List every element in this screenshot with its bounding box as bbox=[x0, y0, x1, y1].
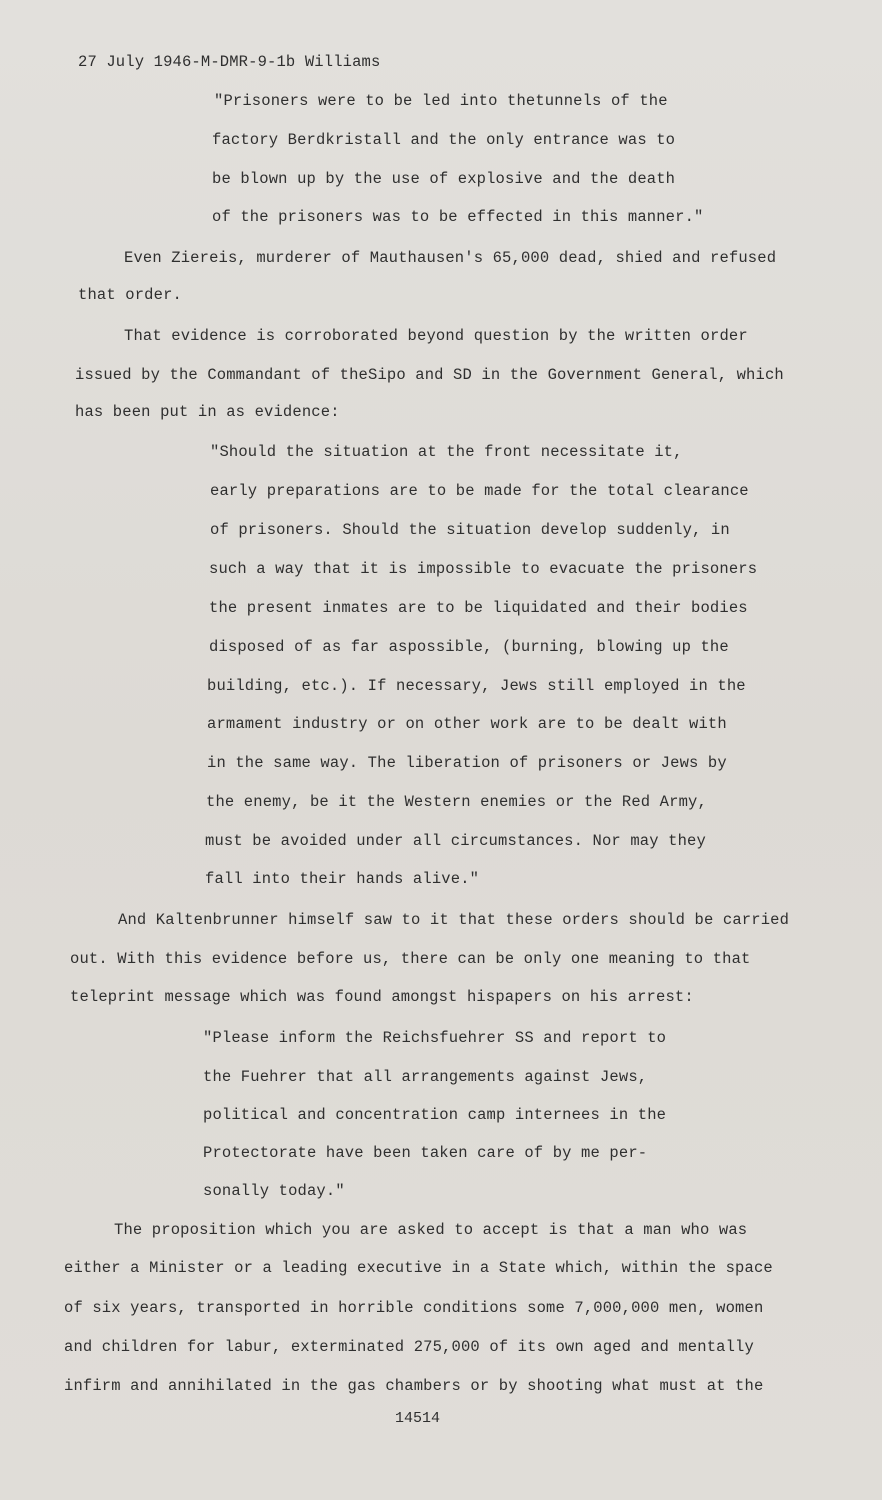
text-line: of six years, transported in horrible conditions some 7,000,000 men, women bbox=[64, 1299, 764, 1317]
text-line: in the same way. The liberation of prisoners or Jews by bbox=[207, 754, 727, 772]
text-line: be blown up by the use of explosive and the death bbox=[212, 170, 676, 188]
text-line: The proposition which you are asked to accept is that a man who was bbox=[114, 1221, 748, 1239]
text-line: issued by the Commandant of theSipo and SD in the Government General, which bbox=[75, 366, 784, 384]
text-line: such a way that it is impossible to evacuate the prisoners bbox=[209, 560, 758, 578]
text-line: early preparations are to be made for the total clearance bbox=[210, 482, 749, 500]
text-line: Protectorate have been taken care of by me per- bbox=[203, 1144, 648, 1162]
text-line: armament industry or on other work are to be dealt with bbox=[207, 715, 727, 733]
text-line: And Kaltenbrunner himself saw to it that these orders should be carried bbox=[118, 911, 790, 929]
page-number: 14514 bbox=[395, 1410, 441, 1427]
text-line: fall into their hands alive." bbox=[205, 870, 480, 888]
text-line: teleprint message which was found amongst hispapers on his arrest: bbox=[70, 988, 694, 1006]
text-line: Even Ziereis, murderer of Mauthausen's 65,000 dead, shied and refused bbox=[124, 249, 777, 267]
text-line: must be avoided under all circumstances. Nor may they bbox=[205, 832, 706, 850]
text-line: infirm and annihilated in the gas chambers or by shooting what must at the bbox=[64, 1377, 764, 1395]
text-line: out. With this evidence before us, there can be only one meaning to that bbox=[70, 950, 751, 968]
text-line: "Should the situation at the front necessitate it, bbox=[210, 443, 683, 461]
text-line: building, etc.). If necessary, Jews still employed in the bbox=[207, 677, 746, 695]
text-line: "Prisoners were to be led into thetunnels of the bbox=[214, 92, 668, 110]
text-line: That evidence is corroborated beyond question by the written order bbox=[124, 327, 748, 345]
text-line: the Fuehrer that all arrangements against Jews, bbox=[203, 1068, 648, 1086]
text-line: that order. bbox=[78, 286, 182, 304]
text-line: has been put in as evidence: bbox=[75, 403, 340, 421]
text-line: either a Minister or a leading executive in a State which, within the space bbox=[64, 1259, 773, 1277]
text-line: factory Berdkristall and the only entrance was to bbox=[212, 131, 676, 149]
text-line: political and concentration camp internees in the bbox=[203, 1106, 667, 1124]
text-line: of prisoners. Should the situation develop suddenly, in bbox=[210, 521, 730, 539]
text-line: disposed of as far aspossible, (burning, blowing up the bbox=[209, 638, 729, 656]
text-line: the enemy, be it the Western enemies or the Red Army, bbox=[206, 793, 707, 811]
document-header: 27 July 1946-M-DMR-9-1b Williams bbox=[78, 53, 381, 71]
text-line: sonally today." bbox=[203, 1182, 345, 1200]
text-line: and children for labur, exterminated 275,000 of its own aged and mentally bbox=[64, 1338, 754, 1356]
text-line: of the prisoners was to be effected in this manner." bbox=[212, 208, 704, 226]
text-line: the present inmates are to be liquidated and their bodies bbox=[209, 599, 748, 617]
text-line: "Please inform the Reichsfuehrer SS and report to bbox=[203, 1029, 667, 1047]
